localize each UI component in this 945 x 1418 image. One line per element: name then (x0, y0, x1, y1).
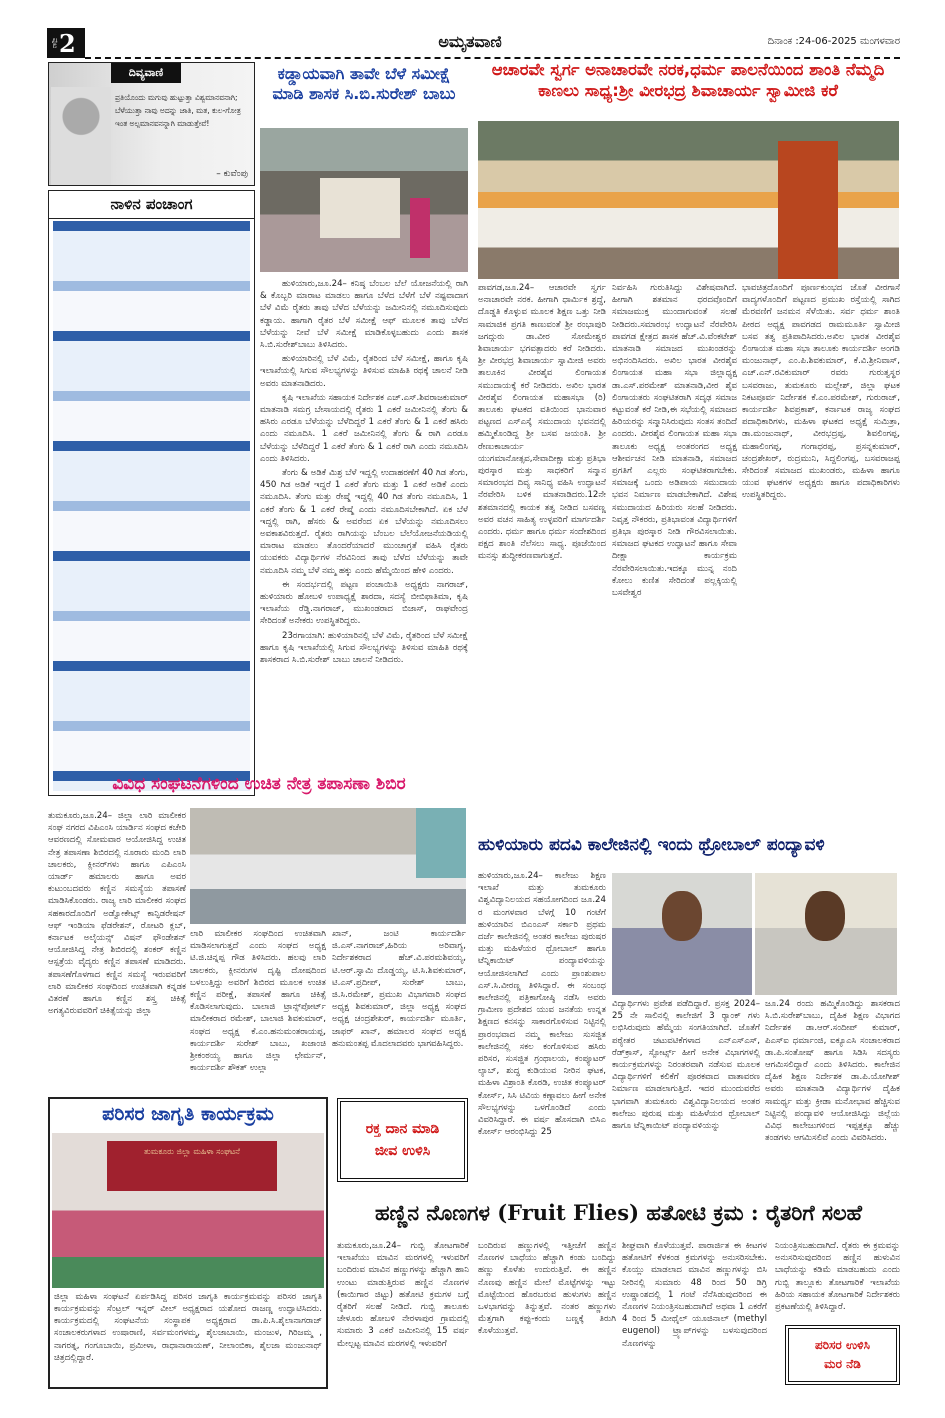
panchanga-box (48, 190, 255, 796)
paragraph: ಹುಳಿಯಾರು,ಜೂ.24– ಕನಿಷ್ಠ ಬೆಂಬಲ ಬೆಲೆ ಯೋಜನೆಯಲ್ಲಿ ರಾಗಿ & ಕೊಬ್ಬರಿ ಮಾರಾಟ ಮಾಡಲು ಹಾಗೂ ಬೆಳೆದ ಬೆಳೆಗೆ ಬೆಳೆ ನಷ್ಟವಾದಾಗ ಬೆಳೆ ವಿಮೆ ರೈತರು ತಾವು ಬೆಳೆದ ಬೆಳೆಯನ್ನು ಜಮೀನಿನಲ್ಲಿ ನಮೂದಿಸುವುದು ಕಡ್ಡಾಯ. ಹಾಗಾಗಿ ರೈತರ ಬೆಳೆ ಸಮೀಕ್ಷೆ ಆಫ್ ಮೂಲಕ ತಾವು ಬೆಳೆದ ಬೆಳೆಯನ್ನು ನೀವೆ ಬೆಳೆ ಸಮೀಕ್ಷೆ ಮಾಡಿಕೊಳ್ಳಬಹುದು ಎಂದು ಶಾಸಕ ಸಿ.ಬಿ.ಸುರೇಶ್‌ಬಾಬು ತಿಳಿಸಿದರು. (260, 279, 468, 351)
story5-caption: ಜಿಲ್ಲಾ ಮಹಿಳಾ ಸಂಘಟನೆ ಏರ್ಪಡಿಸಿದ್ದ ಪರಿಸರ ಜಾಗೃತಿ ಕಾರ್ಯಕ್ರಮವನ್ನು ಪರಿಸರ ಜಾಗೃತಿ ಕಾರ್ಯಕ್ರಮವನ್ನು ಸೆಂಟ್ರಲ್ ಇನ್ನರ್ ವೀಲ್ ಅಧ್ಯಕ್ಷರಾದ ಯಶೋದ ರಾಜಣ್ಣ ಉದ್ಘಾಟಿಸಿದರು. ಕಾರ್ಯಕ್ರಮದಲ್ಲಿ ಸಂಘಟನೆಯ ಸಂಸ್ಥಾಪಕ ಅಧ್ಯಕ್ಷರಾದ ಡಾ.ಪಿ.ಸಿ.ಶೈಲಾನಾಗರಾಜ್ ಸಂಚಾಲಕರುಗಳಾದ ಉಷಾರಾಣಿ, ಸರ್ವಮಂಗಳಮ್ಮ, ಶೈಲಜಾಬಾಯಿ, ಮಂಜುಳ, ಗಿರಿಜಮ್ಮ , ನಾಗರತ್ನ, ಗಂಗೂಬಾಯಿ, ಪ್ರಮೀಳಾ, ರಾಧಾನಾರಾಯಣ್, ನೀಲಾಂಬಿಕಾ, ಶೈಲಜಾ ಮಂಜುನಾಥ್ ಚಿತ್ರದಲ್ಲಿದ್ದಾರೆ. (54, 1291, 322, 1363)
story1-photo (260, 128, 468, 272)
story4-headline: ಹುಳಿಯಾರು ಪದವಿ ಕಾಲೇಜಿನಲ್ಲಿ ಇಂದು ಥ್ರೋಬಾಲ್ ಪಂದ್ಯಾವಳಿ (478, 835, 825, 855)
plant-trees-ad (785, 1325, 900, 1385)
blood-donation-ad (337, 1098, 468, 1182)
story1-body (260, 278, 468, 770)
story2-col3: ಭಾವಚಿತ್ರದೊಂದಿಗೆ ಪೂರ್ಣಕುಂಭದ ಜೊತೆ ವೀರಗಾಸೆ ವಾದ್ಯಗಳೊಂದಿಗೆ ಪಟ್ಟಣದ ಪ್ರಮುಖ ರಸ್ತೆಯಲ್ಲಿ ಸಾಗಿದ ಮೆರವಣಿಗೆ ಜನಮನ ಸೆಳೆಯಿತು. ಸರ್ವ ಧರ್ಮ ಶಾಂತಿ ಪೀಠದ ಅಧ್ಯಕ್ಷ ಪಾವಗಡದ ರಾಮಮೂರ್ತಿ ಸ್ವಾಮೀಜಿ ಬಸವ ತತ್ವ ಪ್ರತಿಪಾದಿಸಿದರು.ಅಖಿಲ ಭಾರತ ವೀರಶೈವ ಲಿಂಗಾಯತ ಮಹಾ ಸಭಾ ತಾಲೂಕು ಕಾರ್ಯದರ್ಶಿ ಅಂಗಡಿ ಮಂಜುನಾಥ್, ಎಂ.ಪಿ.ಶಿವಕುಮಾರ್, ಕೆ.ವಿ.ಶ್ರೀನಿವಾಸ್, ಎಚ್.ಎನ್.ರವಿಕುಮಾರ್ ರವರು ಗುರುತ್ವಸ್ಥರ ಬಸವರಾಜು, ತುಮಕೂರು ಮಲ್ಲೇಶ್, ಜಿಲ್ಲಾ ಘಟಕ ನಿಕಟಪೂರ್ವ ನಿರ್ದೇಶಕ ಕೆ.ಎಂ.ಪರಮೇಶ್, ಗುರುರಾಜ್, ಕಾರ್ಯದರ್ಶಿ ಶಿವಪ್ರಕಾಶ್, ಕರ್ನಾಟಕ ರಾಜ್ಯ ಸಂಘದ ಪದಾಧಿಕಾರಿಗಳು, ಮಹಿಳಾ ಘಟಕದ ಅಧ್ಯಕ್ಷೆ ಸುಮಿತ್ರಾ, ಡಾ.ಮಂಜುನಾಥ್, ವೀರಭದ್ರಪ್ಪ, ಶಿವಲಿಂಗಪ್ಪ, ಮಹಾಲಿಂಗಪ್ಪ, ಗಂಗಾಧರಪ್ಪ, ಪ್ರಸನ್ನಕುಮಾರ್, ಚಂದ್ರಶೇಖರ್, ರುದ್ರಮುನಿ, ಸಿದ್ದಲಿಂಗಪ್ಪ, ಬಸವರಾಜಪ್ಪ ಸೇರಿದಂತೆ ಸಮಾಜದ ಮುಖಂಡರು, ಮಹಿಳಾ ಹಾಗೂ ಯುವ ಘಟಕಗಳ ಅಧ್ಯಕ್ಷರು ಹಾಗೂ ಪದಾಧಿಕಾರಿಗಳು ಉಪಸ್ಥಿತರಿದ್ದರು. (742, 283, 900, 501)
story5-banner: ತುಮಕೂರು ಜಿಲ್ಲಾ ಮಹಿಳಾ ಸಂಘಟನೆ (107, 1141, 277, 1191)
story5-box (48, 1097, 328, 1389)
story1-headline: ಕಡ್ಡಾಯವಾಗಿ ತಾವೇ ಬೆಳೆ ಸಮೀಕ್ಷೆ ಮಾಡಿ ಶಾಸಕ ಸಿ.ಬಿ.ಸುರೇಶ್ ಬಾಬು (272, 64, 456, 103)
story5-photo (52, 1133, 324, 1288)
divyavani-quote: ಪ್ರತಿಯೊಂದು ಮಗುವು ಹುಟ್ಟುತ್ತಾ ವಿಶ್ವಮಾನವನಾಗಿ; ಬೆಳೆಯುತ್ತಾ ನಾವು ಅದನ್ನು ಜಾತಿ, ಮತ, ಕುಲ-ಗೋತ್ರ ಇಂತ ಅಲ್ಪಮಾನವನನ್ನಾಗಿ ಮಾಡುತ್ತೇವೆ! (115, 93, 241, 128)
story3-headline: ವಿವಿಧ ಸಂಘಟನೆಗಳಿಂದ ಉಚಿತ ನೇತ್ರ ತಪಾಸಣಾ ಶಿಬಿರ (112, 774, 406, 794)
story3-photo (190, 808, 466, 924)
story4-col3: ಜೂ.24 ರಂದು ಹಮ್ಮಿಕೊಂಡಿದ್ದು ಶಾಸಕರಾದ ಸಿ.ಬಿ.ಸುರೇಶ್‌ಬಾಬು, ದೈಹಿಕ ಶಿಕ್ಷಣ ವಿಭಾಗದ ನಿರ್ದೇಶಕ ಡಾ.ಆರ್.ಸಂದೀಪ್ ಕುಮಾರ್, ಪಿಎಸ್‌ಐ ಧರ್ಮಾಂಜಿ, ಐಕ್ಯೂಎಸಿ ಸಂಚಾಲಕರಾದ ಡಾ.ಪಿ.ಸಂತೋಷ್ ಹಾಗೂ ಸಿಡಿಸಿ ಸದಸ್ಯರು ಆಗಮಿಸಲಿದ್ದಾರೆ ಎಂದು ತಿಳಿಸಿದರು. ಕಾಲೇಜಿನ ದೈಹಿಕ ಶಿಕ್ಷಣ ನಿರ್ದೇಶಕ ಡಾ.ಪಿ.ಯೋಗೀಶ್ ಅವರು ಮಾತನಾಡಿ ವಿದ್ಯಾರ್ಥಿಗಳ ದೈಹಿಕ ಸಾಮರ್ಥ್ಯ ಮತ್ತು ಕ್ರೀಡಾ ಮನೋಭಾವ ಹೆಚ್ಚಿಸುವ ನಿಟ್ಟಿನಲ್ಲಿ ಪಂದ್ಯಾವಳಿ ಆಯೋಜಿಸಿದ್ದು ಜಿಲ್ಲೆಯ ವಿವಿಧ ಕಾಲೇಜುಗಳಿಂದ ಇಪ್ಪತ್ತಕ್ಕೂ ಹೆಚ್ಚು ತಂಡಗಳು ಆಗಮಿಸಲಿವೆ ಎಂದು ವಿವರಿಸಿದರು. (765, 999, 900, 1144)
paragraph: ತೆಂಗು & ಅಡಿಕೆ ಮಿಶ್ರ ಬೆಳೆ ಇದ್ದಲ್ಲಿ ಉದಾಹರಣೆಗೆ 40 ಗಿಡ ತೆಂಗು, 450 ಗಿಡ ಅಡಿಕೆ ಇದ್ದರೆ 1 ಎಕರೆ ತೆಂಗು ಮತ್ತು 1 ಎಕರೆ ಅಡಿಕೆ ಎಂದು ನಮೂದಿಸಿ. ತೆಂಗು ಮತ್ತು ರೇಷ್ಮೆ ಇದ್ದಲ್ಲಿ 40 ಗಿಡ ತೆಂಗು ನಮೂದಿಸಿ, 1 ಎಕರೆ ತೆಂಗು & 1 ಎಕರೆ ರೇಷ್ಮೆ ಎಂದು ನಮೂದಿಸಬೇಕಾಗಿದೆ. ಏಕ ಬೆಳೆ ಇದ್ದಲ್ಲಿ ರಾಗಿ, ಹೆಸರು & ಅವರೆಂದ ಏಕ ಬೆಳೆಯನ್ನು ನಮೂದಿಸಲು ಅವಕಾಶವಿರುತ್ತದೆ. ರೈತರು ರಾಗಿಯನ್ನು ಬೆಂಬಲ ಬೆಲೆಯೋಜನೆಯಡಿಯಲ್ಲಿ ಮಾರಾಟ ಮಾಡಲು ತೊಂದರೆಯಾದರೆ ಮುಂಚಾಗ್ರತೆ ವಹಿಸಿ ರೈತರು ಯುವಕರು ವಿದ್ಯಾರ್ಥಿಗಳ ನೆರವಿನಿಂದ ತಾವು ಬೆಳೆದ ಬೆಳೆಯನ್ನು ತಾವೇ ನಮೂದಿಸಿ ನಮ್ಮ ಬೆಳೆ ನಮ್ಮ ಹಕ್ಕು ಎಂದು ಹೆಮ್ಮೆಯಿಂದ ಹೇಳಿ ಎಂದರು. (260, 468, 468, 576)
page-number: 2 (59, 28, 76, 58)
issue-date: ದಿನಾಂಕ :24-06-2025 ಮಂಗಳವಾರ (767, 36, 900, 47)
story6-col3: ಶೀಘ್ರವಾಗಿ ಕೊಳೆಯುತ್ತವೆ. ಪಾರಾರ್ಜಿತ ಈ ಕೀಟಗಳ ಹತೋಟಿಗೆ ಕೆಳಕಂಡ ಕ್ರಮಗಳನ್ನು ಅನುಸರಿಸಬೇಕು. ಕೊಯ್ಲು ಮಾಡಲಾದ ಮಾವಿನ ಹಣ್ಣುಗಳನ್ನು ಬಿಸಿ ನೀರಿನಲ್ಲಿ ಸುಮಾರು 48 ರಿಂದ 50 ಡಿಗ್ರಿ ಉಷ್ಣಾಂಶದಲ್ಲಿ 1 ಗಂಟೆ ನೆನೆಸಿಡುವುದರಿಂದ ಈ ನೊಣಗಳ ನಿಯಂತ್ರಿಸಬಹುದಾಗಿದೆ ಅಥವಾ 1 ಎಕರೆಗೆ 4 ರಿಂದ 5 ಮೀಥೈಲ್ ಯೂಜಿನಾಲ್ (methyl eugenol) ಟ್ರ್ಯಾಪ್‌ಗಳನ್ನು ಬಳಸುವುದರಿಂದ ನೊಣಗಳನ್ನು (622, 1241, 767, 1349)
header-rule (85, 57, 900, 59)
story5-headline: ಪರಿಸರ ಜಾಗೃತಿ ಕಾರ್ಯಕ್ರಮ (102, 1103, 274, 1125)
divyavani-box (48, 62, 255, 186)
story3-col3: ಖಾನ್, ಜಂಟಿ ಕಾರ್ಯದರ್ಶಿ ಜಿ.ಎಸ್.ನಾಗರಾಜ್,ಹಿರಿಯ ಅರಿವಾಗ್ಯ, ನಿರ್ದೇಶಕರಾದ ಹೆಚ್.ವಿ.ಪರಮಶಿವಯ್ಯ, ಟಿ.ಆರ್.ಸ್ವಾಮಿ ದೊಡ್ಡಯ್ಯ, ಟಿ.ಸಿ.ಶಿವಕುಮಾರ್, ಟಿ.ಎಸ್.ಪ್ರದೀಪ್, ಸುರೇಶ್ ಬಾಬು, ಜಿ.ಸಿ.ರಮೇಶ್, ಪ್ರಮುಖ ವಿಭಾಗವಾರಿ ಸಂಘದ ಅಧ್ಯಕ್ಷ ಶಿವಕುಮಾರ್, ಜಿಲ್ಲಾ ಅಧ್ಯಕ್ಷ ಸಂಘದ ಅಧ್ಯಕ್ಷ ಚಂದ್ರಶೇಖರ್, ಕಾರ್ಯದರ್ಶಿ ಮೂರ್ತಿ, ಜಾಫರ್ ಖಾನ್, ಹಮಾಲರ ಸಂಘದ ಅಧ್ಯಕ್ಷ ಹನುಮಂತಪ್ಪ ಮೊದಲಾದವರು ಭಾಗವಹಿಸಿದ್ದರು. (332, 929, 466, 1049)
page-label: ಪುಟ (51, 37, 59, 49)
paragraph: ಕೃಷಿ ಇಲಾಖೆಯ ಸಹಾಯಕ ನಿರ್ದೇಶಕ ಎಚ್.ಎಸ್.ಶಿವರಾಜಕುಮಾರ್ ಮಾತನಾಡಿ ಸಮಗ್ರ ಬೇಸಾಯದಲ್ಲಿ ರೈತರು 1 ಎಕರೆ ಜಮೀನಿನಲ್ಲಿ ತೆಂಗು & ಹಸಿರು ಎರಡೂ ಬೆಳೆಯನ್ನು ಬೆಳೆದಿದ್ದರೆ 1 ಎಕರೆ ತೆಂಗು & 1 ಎಕರೆ ಹಸಿರು ಎಂದು ನಮೂದಿಸಿ. 1 ಎಕರೆ ಜಮೀನಿನಲ್ಲಿ ತೆಂಗು & ರಾಗಿ ಎರಡೂ ಬೆಳೆಯನ್ನು ಬೆಳೆದಿದ್ದರೆ 1 ಎಕರೆ ತೆಂಗು & 1 ಎಕರೆ ರಾಗಿ ಎಂದು ನಮೂದಿಸಿ ಎಂದು ತಿಳಿಸಿದರು. (260, 392, 468, 464)
paragraph: ಈ ಸಂದರ್ಭದಲ್ಲಿ ಪಟ್ಟಣ ಪಂಚಾಯಿತಿ ಅಧ್ಯಕ್ಷರು ನಾಗರಾಜ್, ಹುಳಿಯಾರು ಹೋಬಳಿ ಉಪಾಧ್ಯಕ್ಷೆ ಶಾರದಾ, ಸದಸ್ಯೆ ಬೀಬಿಫಾತಿಮಾ, ಕೃಷಿ ಇಲಾಖೆಯ ರೆಡ್ಡಿ.ನಾಗರಾಜ್, ಮುಖಂಡರಾದ ಬಿಜಾಸ್, ರಾಘವೇಂದ್ರ ಸೇರಿದಂತೆ ಅನೇಕರು ಉಪಸ್ಥಿತರಿದ್ದರು. (260, 579, 468, 627)
page-number-box (47, 28, 85, 58)
story2-col1: ಪಾವಗಡ,ಜೂ.24– ಆಚಾರವೇ ಸ್ವರ್ಗ ಅನಾಚಾರವೇ ನರಕ. ಹೀಗಾಗಿ ಧಾರ್ಮಿಕ ಶ್ರದ್ಧೆ, ದೊಡ್ಡತಿ ಕೊಳ್ಳುವ ಮೂಲಕ ಶಿಕ್ಷಣ ಒತ್ತು ನೀಡಿ ಸಾಮಾಜಿಕ ಪ್ರಗತಿ ಕಾಣುವಂತೆ ಶ್ರೀ ರಂಭಾಪುರಿ ಜಗದ್ಗುರು ಡಾ.ವೀರ ಸೋಮೇಶ್ವರ ಶಿವಾಚಾರ್ಯ ಭಗವತ್ಪಾದರು ಕರೆ ನೀಡಿದರು. ಶ್ರೀ ವೀರಭದ್ರ ಶಿವಾಚಾರ್ಯ ಸ್ವಾಮೀಜಿ ಅವರು ತಾಲೂಕಿನ ವೀರಶೈವ ಲಿಂಗಾಯತ ಸಮುದಾಯಕ್ಕೆ ಕರೆ ನೀಡಿದರು. ಅಖಿಲ ಭಾರತ ವೀರಶೈವ ಲಿಂಗಾಯತ ಮಹಾಸಭಾ (ರಿ) ತಾಲೂಕು ಘಟಕದ ವತಿಯಿಂದ ಭಾನುವಾರ ಪಟ್ಟಣದ ಎಸ್ಎಸ್ಕೆ ಸಮುದಾಯ ಭವನದಲ್ಲಿ ಹಮ್ಮಿಕೊಂಡಿದ್ದ ಶ್ರೀ ಬಸವ ಜಯಂತಿ. ಶ್ರೀ ರೇಣುಕಾಚಾರ್ಯ ಯುಗಮಾನೋತ್ಸವ,ಸೇವಾದೀಕ್ಷಾ ಮತ್ತು ಪ್ರತಿಭಾ ಪುರಸ್ಕಾರ ಮತ್ತು ಸಾಧಕರಿಗೆ ಸನ್ಮಾನ ಸಮಾರಂಭದ ದಿವ್ಯ ಸಾನಿಧ್ಯ ವಹಿಸಿ ಉದ್ಘಾಟನೆ ನೆರವೇರಿಸಿ ಬಳಿಕ ಮಾತನಾಡಿದರು.12ನೇ ಶತಮಾನದಲ್ಲಿ ಕಾಯಕ ತತ್ವ ನೀಡಿದ ಬಸವಣ್ಣ ಅವರ ವಚನ ಸಾಹಿತ್ಯ ಉಳ್ಳವರಿಗೆ ಮಾರ್ಗದರ್ಶಿ ಎಂದರು. ಧರ್ಮ ಹಾಗೂ ಧರ್ಮ ಸಂದೇಶದಿಂದ ಪಕ್ಷದ ಶಾಂತಿ ನೆಲೆಸಲು ಸಾಧ್ಯ. ಪೂಜೆಯಿಂದ ಮನಸ್ಸು ಶುದ್ಧೀಕರಣವಾಗುತ್ತದೆ. (478, 283, 606, 562)
story2-col2: ನಿರ್ವಹಿಸಿ ಗುರುತಿಸಿದ್ದು ವಿಶೇಷವಾಗಿದೆ. ಹೀಗಾಗಿ ಶತಮಾನ ಧರದವೊಂದಿಗೆ ಸಮಾಜಮುಕ್ತ ಮುಂದಾಗುವಂತೆ ಸಲಹೆ ನೀಡಿದರು.ಸಮಾರಂಭ ಉದ್ಘಾಟನೆ ನೆರವೇರಿಸಿ ಪಾವಗಡ ಕ್ಷೇತ್ರದ ಶಾಸಕ ಹೆಚ್.ವಿ.ವೆಂಕಟೇಶ್ ಮಾತನಾಡಿ ಸಮಾಜದ ಮುಖಂಡರನ್ನು ಅಭಿನಂದಿಸಿದರು. ಅಖಿಲ ಭಾರತ ವೀರಶೈವ ಲಿಂಗಾಯತ ಮಹಾ ಸಭಾ ಜಿಲ್ಲಾಧ್ಯಕ್ಷ ಡಾ.ಎಸ್.ಪರಮೇಶ್ ಮಾತನಾಡಿ,ವೀರ ಶೈವ ಲಿಂಗಾಯತರು ಸಂಘಟಿತರಾಗಿ ಸದೃಢ ಸಮಾಜ ಕಟ್ಟುವಂತೆ ಕರೆ ನೀಡಿ,ಈ ಸಭೆಯಲ್ಲಿ ಸಮಾಜದ ಹಿರಿಯರನ್ನು ಸನ್ಮಾನಿಸಿರುವುದು ಸಂತಸ ತಂದಿದೆ ಎಂದರು. ವೀರಶೈವ ಲಿಂಗಾಯತ ಮಹಾ ಸಭಾ ತಾಲೂಕು ಅಧ್ಯಕ್ಷ ಅಂತರಂಗದ ಅಧ್ಯಕ್ಷ ಆಶೀರ್ವಚನ ನೀಡಿ ಮಾತನಾಡಿ, ಸಮಾಜದ ಪ್ರಗತಿಗೆ ಎಲ್ಲರು ಸಂಘಟಿತರಾಗಬೇಕು. ಸಮಾಜಕ್ಕೆ ಒಂದು ಅಡಿಪಾಯ ಸಮುದಾಯ ಭವನ ನಿರ್ಮಾಣ ಮಾಡಬೇಕಾಗಿದೆ. ವಿಶೇಷ ಸಮುದಾಯದ ಹಿರಿಯರು ಸಲಹೆ ನೀಡಿದರು. ನಿವೃತ್ತ ನೌಕರರು, ಪ್ರತಿಭಾವಂತ ವಿದ್ಯಾರ್ಥಿಗಳಿಗೆ ಪ್ರತಿಭಾ ಪುರಸ್ಕಾರ ನೀಡಿ ಗೌರವಿಸಲಾಯಿತು. ಸಮಾಜದ ಘಟಕದ ಉದ್ಘಾಟನೆ ಹಾಗೂ ಸೇವಾ ದೀಕ್ಷಾ ಕಾರ್ಯಕ್ರಮ ನೆರವೇರಿಸಲಾಯಿತು.ಇದಕ್ಕೂ ಮುನ್ನ ನಂದಿ ಕೋಲು ಕುಣಿತ ಸೇರಿದಂತೆ ಪಲ್ಲಕ್ಕಿಯಲ್ಲಿ ಬಸವೇಶ್ವರ (612, 283, 737, 599)
paragraph: ಹುಳಿಯಾರಿನಲ್ಲಿ ಬೆಳೆ ವಿಮೆ, ರೈತರಿಂದ ಬೆಳೆ ಸಮೀಕ್ಷೆ, ಹಾಗೂ ಕೃಷಿ ಇಲಾಖೆಯಲ್ಲಿ ಸಿಗುವ ಸೌಲಭ್ಯಗಳನ್ನು ತಿಳಿಸುವ ಮಾಹಿತಿ ರಥಕ್ಕೆ ಚಾಲನೆ ನೀಡಿ ಅವರು ಮಾತನಾಡಿದರು. (260, 354, 468, 389)
story4-col2: ವಿದ್ಯಾರ್ಥಿಗಳು ಪ್ರವೇಶ ಪಡೆದಿದ್ದಾರೆ. ಪ್ರಸಕ್ತ 2024–25 ನೇ ಸಾಲಿನಲ್ಲಿ ಕಾಲೇಜಿಗೆ 3 ರ‍್ಯಾಂಕ್ ಗಳು ಲಭಿಸಿರುವುದು ಹೆಮ್ಮೆಯ ಸಂಗತಿಯಾಗಿದೆ. ಜೊತೆಗೆ ಪಠ್ಯೇತರ ಚಟುವಟಿಕೆಗಳಾದ ಎನ್ಎಸ್ಎಸ್, ರೆಡ್‌ಕ್ರಾಸ್, ಸ್ಪೋರ್ಟ್ಸ್ ಹೀಗೆ ಅನೇಕ ವಿಭಾಗಗಳಲ್ಲಿ ಕಾರ್ಯಕ್ರಮಗಳನ್ನು ನಿರಂತರವಾಗಿ ನಡೆಸುವ ಮೂಲಕ ವಿದ್ಯಾರ್ಥಿಗಳಿಗೆ ಕಲಿಕೆಗೆ ಪೂರಕವಾದ ವಾತಾವರಣ ನಿರ್ಮಾಣ ಮಾಡಲಾಗುತ್ತಿದೆ. ಇದರ ಮುಂದುವರೆದ ಭಾಗವಾಗಿ ತುಮಕೂರು ವಿಶ್ವವಿದ್ಯಾನಿಲಯದ ಅಂತರ ಕಾಲೇಜು ಪುರುಷ ಮತ್ತು ಮಹಿಳೆಯರ ಥ್ರೋಬಾಲ್ ಹಾಗೂ ಟೆನ್ನಿಕಾಯಿಟ್ ಪಂದ್ಯಾವಳಿಯನ್ನು (612, 999, 760, 1132)
story4-col1: ಹುಳಿಯಾರು,ಜೂ.24– ಕಾಲೇಜು ಶಿಕ್ಷಣ ಇಲಾಖೆ ಮತ್ತು ತುಮಕೂರು ವಿಶ್ವವಿದ್ಯಾನಿಲಯದ ಸಹಯೋಗದಿಂದ ಜೂ.24 ರ ಮಂಗಳವಾರ ಬೆಳಗ್ಗೆ 10 ಗಂಟೆಗೆ ಹುಳಿಯಾರಿನ ಬಿಎಂಎಸ್ ಸರ್ಕಾರಿ ಪ್ರಥಮ ದರ್ಜೆ ಕಾಲೇಜಿನಲ್ಲಿ ಅಂತರ ಕಾಲೇಜು ಪುರುಷರ ಮತ್ತು ಮಹಿಳೆಯರ ಥ್ರೋಬಾಲ್ ಹಾಗೂ ಟೆನ್ನಿಕಾಯಿಟ್ ಪಂದ್ಯಾವಳಿಯನ್ನು ಆಯೋಜಿಸಲಾಗಿದೆ ಎಂದು ಪ್ರಾಂಶುಪಾಲ ಎಸ್.ಸಿ.ವೀರಣ್ಣ ತಿಳಿಸಿದ್ದಾರೆ. ಈ ಸಂಬಂಧ ಕಾಲೇಜಿನಲ್ಲಿ ಪತ್ರಿಕಾಗೋಷ್ಠಿ ನಡೆಸಿ ಅವರು ಗ್ರಾಮೀಣ ಪ್ರದೇಶದ ಯುವ ಜನತೆಯ ಉನ್ನತ ಶಿಕ್ಷಣದ ಕನಸನ್ನು ಸಾಕಾರಗೊಳಿಸುವ ನಿಟ್ಟಿನಲ್ಲಿ ಪ್ರಾರಂಭವಾದ ನಮ್ಮ ಕಾಲೇಜು ಸುಸಜ್ಜಿತ ಕಾಲೇಜಿನಲ್ಲಿ ಸಕಲ ಕಂಗೊಳಿಸುವ ಹಸಿರು ಪರಿಸರ, ಸುಸಜ್ಜಿತ ಗ್ರಂಥಾಲಯ, ಕಂಪ್ಯೂಟರ್ ಲ್ಯಾಬ್, ಶುದ್ಧ ಕುಡಿಯುವ ನೀರಿನ ಘಟಕ, ಮಹಿಳಾ ವಿಶ್ರಾಂತಿ ಕೊಠಡಿ, ಉಚಿತ ಕಂಪ್ಯೂಟರ್ ಕೋರ್ಸ್, ಸಿಸಿ ಟಿವಿಯ ಕಣ್ಗಾವಲು ಹೀಗೆ ಅನೇಕ ಸೌಲಭ್ಯಗಳನ್ನು ಒಳಗೊಂಡಿದೆ ಎಂದು ವಿವರಿಸಿದ್ದಾರೆ. ಈ ವರ್ಷ ಹೊಸದಾಗಿ ಬಿಸಿಎ ಕೋರ್ಸ್ ಆರಂಭಿಸಿದ್ದು 25 (478, 871, 606, 1138)
panchanga-title: ನಾಳಿನ ಪಂಚಾಂಗ (49, 191, 254, 219)
ad2-line2: ಮರ ನೆಡಿ (824, 1357, 861, 1371)
ad1-line2: ಜೀವ ಉಳಿಸಿ (374, 1143, 431, 1159)
ad2-line1: ಪರಿಸರ ಉಳಿಸಿ (815, 1337, 870, 1352)
divyavani-title: ದಿವ್ಯವಾಣಿ (111, 63, 181, 83)
story6-headline: ಹಣ್ಣಿನ ನೊಣಗಳ (Fruit Flies) ಹತೋಟಿ ಕ್ರಮ : ರೈತರಿಗೆ ಸಲಹೆ (374, 1200, 863, 1225)
story2-headline: ಆಚಾರವೇ ಸ್ವರ್ಗ ಅನಾಚಾರವೇ ನರಕ,ಧರ್ಮ ಪಾಲನೆಯಿಂದ ಶಾಂತಿ ನೆಮ್ಮದಿ ಕಾಣಲು ಸಾಧ್ಯ:ಶ್ರೀ ವೀರಭದ್ರ ಶಿವಾಚಾರ್ಯ ಸ್ವಾಮೀಜಿ ಕರೆ (491, 60, 885, 100)
masthead: ಅಮೃತವಾಣಿ (438, 32, 502, 51)
story6-col2: ಬಂದಿರುವ ಹಣ್ಣುಗಳಲ್ಲಿ ಇತ್ತೀಚೆಗೆ ಹಣ್ಣಿನ ನೊಣಗಳ ಬಾಧೆಯು ಹೆಚ್ಚಾಗಿ ಕಂಡು ಬಂದಿದ್ದು ಹಣ್ಣು ಕೊಳೆತು ಉದುರುತ್ತಿವೆ. ಈ ಹಣ್ಣಿನ ನೊಣವು ಹಣ್ಣಿನ ಮೇಲೆ ಮೊಟ್ಟೆಗಳನ್ನು ಇಟ್ಟು ಮೊಟ್ಟೆಯಿಂದ ಹೊರಬರುವ ಹುಳುಗಳು ಹಣ್ಣಿನ ಒಳಭಾಗವನ್ನು ತಿನ್ನುತ್ತವೆ. ನಂತರ ಹಣ್ಣುಗಳು ಮೆತ್ತಗಾಗಿ ಕಪ್ಪು-ಕಂದು ಬಣ್ಣಕ್ಕೆ ತಿರುಗಿ ಕೊಳೆಯುತ್ತವೆ. (478, 1241, 616, 1337)
story4-photo-left (612, 873, 752, 995)
story2-photo (478, 121, 899, 279)
kuvempu-portrait (51, 87, 111, 185)
panchanga-chart (53, 221, 250, 791)
story3-col1: ತುಮಕೂರು,ಜೂ.24– ಜಿಲ್ಲಾ ಲಾರಿ ಮಾಲೀಕರ ಸಂಘ ನಗರದ ವಿಪಿಎಂಸಿ ಯಾರ್ಡಿನ ಸಂಘದ ಕಚೇರಿ ಆವರಣದಲ್ಲಿ ಸೋಮವಾರ ಆಯೋಜಿಸಿದ್ದ ಉಚಿತ ನೇತ್ರ ತಪಾಸಣಾ ಶಿಬಿರದಲ್ಲಿ ನೂರಾರು ಮಂದಿ ಲಾರಿ ಚಾಲಕರು, ಕ್ಲೀನರ್‌ಗಳು ಹಾಗೂ ಎಪಿಎಂಸಿ ಯಾರ್ಡ್ ಹಮಾಲರು ಹಾಗೂ ಅವರ ಕುಟುಂಬದವರು ಕಣ್ಣಿನ ಸಮಸ್ಯೆಯ ತಪಾಸಣೆ ಮಾಡಿಸಿಕೊಂಡರು. ರಾಜ್ಯ ಲಾರಿ ಮಾಲೀಕರ ಸಂಘದ ಸಹಕಾರದೊಂದಿಗೆ ಅಡ್ವೋಕೇಟ್ಸ್ ಕಾನ್ಫಿಡರೇಷನ್ ಆಫ್ ಇಂಡಿಯಾ ಫೆಡರೇಶನ್, ರೋಟರಿ ಕ್ಲಬ್, ಕರ್ನಾಟಕ ಅಲೈಯನ್ಸ್ ವಿಷನ್ ಫೌಂಡೇಶನ್ ಆಯೋಜಿಸಿದ್ದ ನೇತ್ರ ಶಿಬಿರದಲ್ಲಿ ಶಂಕರ್ ಕಣ್ಣಿನ ಆಸ್ಪತ್ರೆಯ ವೈದ್ಯರು ಕಣ್ಣಿನ ತಪಾಸಣೆ ಮಾಡಿದರು. ತಪಾಸಣೆಗೊಳಗಾದ ಕಣ್ಣಿನ ಸಮಸ್ಯೆ ಇರುವವರಿಗೆ ಲಾರಿ ಮಾಲೀಕರ ಸಂಘದಿಂದ ಉಚಿತವಾಗಿ ಕನ್ನಡಕ ವಿತರಣೆ ಹಾಗೂ ಕಣ್ಣಿನ ಶಸ್ತ್ರ ಚಿಕಿತ್ಸೆ ಅಗತ್ಯವಿರುವವರಿಗೆ ಚಿಕಿತ್ಸೆಯನ್ನು ಜಿಲ್ಲಾ (48, 811, 186, 1017)
story6-col1: ತುಮಕೂರು,ಜೂ.24– ಗುಬ್ಬಿ ತೋಟಗಾರಿಕೆ ಇಲಾಖೆಯು ಮಾವಿನ ಮರಗಳಲ್ಲಿ ಇಳುವರಿಗೆ ಬಂದಿರುವ ಮಾವಿನ ಹಣ್ಣುಗಳನ್ನು ಹೆಚ್ಚಾಗಿ ಹಾನಿ ಉಂಟು ಮಾಡುತ್ತಿರುವ ಹಣ್ಣಿನ ನೊಣಗಳ (ಕಾಯಿಗಾರ ಜಿಟ್ಟು) ಹತೋಟಿ ಕ್ರಮಗಳ ಬಗ್ಗೆ ರೈತರಿಗೆ ಸಲಹೆ ನೀಡಿದೆ. ಗುಬ್ಬಿ ತಾಲೂಕು ಚೇಳೂರು ಹೋಬಳಿ ನೇರಳಾಪುರ ಗ್ರಾಮದಲ್ಲಿ ಸುಮಾರು 3 ಎಕರೆ ಜಮೀನಿನಲ್ಲಿ 15 ವರ್ಷ ಮೇಲ್ಪಟ್ಟ ಮಾವಿನ ಮರಗಳಲ್ಲಿ ಇಳುವರಿಗೆ (337, 1241, 469, 1349)
paragraph: 23ರಗಾಯಾಗಿ: ಹುಳಿಯಾರಿನಲ್ಲಿ ಬೆಳೆ ವಿಮೆ, ರೈತರಿಂದ ಬೆಳೆ ಸಮೀಕ್ಷೆ ಹಾಗೂ ಕೃಷಿ ಇಲಾಖೆಯಲ್ಲಿ ಸಿಗುವ ಸೌಲಭ್ಯಗಳನ್ನು ತಿಳಿಸುವ ಮಾಹಿತಿ ರಥಕ್ಕೆ ಶಾಸಕರಾದ ಸಿ.ಬಿ.ಸುರೇಶ್ ಬಾಬು ಚಾಲನೆ ನೀಡಿದರು. (260, 630, 468, 666)
divyavani-author: – ಕುವೆಂಪು (216, 169, 248, 179)
story3-col2: ಲಾರಿ ಮಾಲೀಕರ ಸಂಘದಿಂದ ಉಚಿತವಾಗಿ ಮಾಡಿಸಲಾಗುತ್ತದೆ ಎಂದು ಸಂಘದ ಅಧ್ಯಕ್ಷ ಟಿ.ಜಿ.ಚಿನ್ನಪ್ಪ ಗೌಡ ತಿಳಿಸಿದರು. ಹಲವು ಲಾರಿ ಚಾಲಕರು, ಕ್ಲೀನರುಗಳ ದೃಷ್ಟಿ ದೋಷದಿಂದ ಬಳಲುತ್ತಿದ್ದು ಅವರಿಗೆ ಶಿಬಿರದ ಮೂಲಕ ಉಚಿತ ಕಣ್ಣಿನ ಪರೀಕ್ಷೆ, ತಪಾಸಣೆ ಹಾಗೂ ಚಿಕಿತ್ಸೆ ಕೊಡಿಸಲಾಗುವುದು. ಬಾಲಾಜಿ ಟ್ರಾನ್ಸ್‌ಪೋರ್ಟ್ ಮಾಲೀಕರಾದ ರಮೇಶ್, ಬಾಲಾಜಿ ಶಿವಕುಮಾರ್, ಸಂಘದ ಅಧ್ಯಕ್ಷ ಕೆ.ಎಂ.ಹನುಮಂತರಾಯಪ್ಪ, ಕಾರ್ಯದರ್ಶಿ ಸುರೇಶ್ ಬಾಬು, ಖಜಾಂಚಿ ಶ್ರೀಕಂಠಯ್ಯ ಹಾಗೂ ಜಿಲ್ಲಾ ಛೇರ್ಮನ್, ಕಾರ್ಯದರ್ಶಿ ಶೌಕತ್ ಉಲ್ಲಾ (190, 929, 326, 1074)
story6-col4: ನಿಯಂತ್ರಿಸಬಹುದಾಗಿದೆ. ರೈತರು ಈ ಕ್ರಮವನ್ನು ಅನುಸರಿಸುವುದರಿಂದ ಹಣ್ಣಿನ ಹುಳುವಿನ ಬಾಧೆಯನ್ನು ಕಡಿಮೆ ಮಾಡಬಹುದು ಎಂದು ಗುಬ್ಬಿ ತಾಲ್ಲೂಕು ತೋಟಗಾರಿಕೆ ಇಲಾಖೆಯ ಹಿರಿಯ ಸಹಾಯಕ ತೋಟಗಾರಿಕೆ ನಿರ್ದೇಶಕರು ಪ್ರಕಟಣೆಯಲ್ಲಿ ತಿಳಿಸಿದ್ದಾರೆ. (775, 1241, 900, 1313)
ad1-line1: ರಕ್ತ ದಾನ ಮಾಡಿ (365, 1120, 440, 1137)
story4-photo-right (755, 873, 897, 995)
